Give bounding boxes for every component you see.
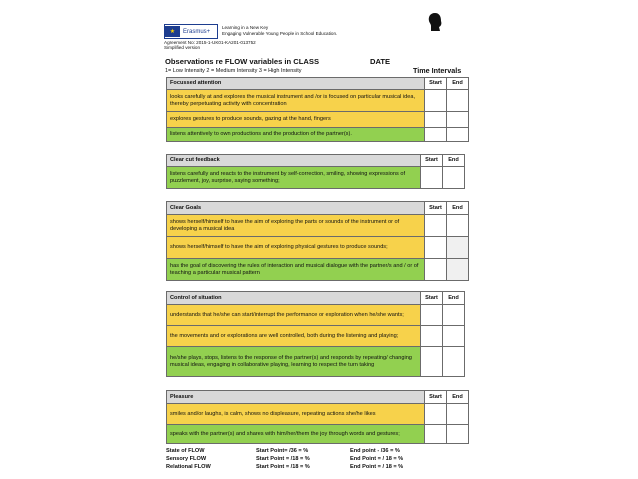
footer-start-sensory-flow: Start Point = /18 = % xyxy=(256,456,310,462)
end-cell[interactable] xyxy=(447,425,469,444)
start-cell[interactable] xyxy=(425,90,447,112)
col-end: End xyxy=(447,78,469,90)
observation-row: listens attentively to own productions and the production of the partner(s). xyxy=(167,128,425,142)
logo-text: Erasmus+ xyxy=(183,28,211,35)
agreement-number: Agreement No: 2015-1-UK01-KA201-013752 xyxy=(164,40,256,45)
end-cell[interactable] xyxy=(447,404,469,425)
end-cell[interactable] xyxy=(443,167,465,189)
observation-row: the movements and or explorations are well controlled, both during the listening and playing; xyxy=(167,326,421,347)
start-cell[interactable] xyxy=(425,237,447,259)
end-cell[interactable] xyxy=(447,237,469,259)
date-label: DATE xyxy=(370,57,391,66)
col-end: End xyxy=(447,202,469,215)
end-cell[interactable] xyxy=(447,128,469,142)
start-cell[interactable] xyxy=(425,215,447,237)
start-cell[interactable] xyxy=(425,259,447,281)
start-cell[interactable] xyxy=(425,112,447,128)
observation-row: explores gestures to produce sounds, gazing at the hand, fingers xyxy=(167,112,425,128)
observation-row: has the goal of discovering the rules of interaction and musical dialogue with the partner/s and / or of teaching a particular musical pattern xyxy=(167,259,425,281)
intensity-scale: 1= Low Intensity 2 = Medium Intensity 3 = High Intensity xyxy=(165,68,302,74)
start-cell[interactable] xyxy=(425,425,447,444)
observation-row: speaks with the partner(s) and shares with him/her/them the joy through words and gestures; xyxy=(167,425,425,444)
end-cell[interactable] xyxy=(447,112,469,128)
time-intervals-label: Time Intervals xyxy=(413,66,462,75)
footer-end-relational-flow: End Point = / 18 = % xyxy=(350,464,404,470)
observation-row: understands that he/she can start/interrupt the performance or exploration when he/she wants; xyxy=(167,305,421,326)
section-focussed-attention xyxy=(166,77,469,142)
section-heading: Clear cut feedback xyxy=(167,155,421,167)
col-start: Start xyxy=(425,78,447,90)
end-cell[interactable] xyxy=(447,215,469,237)
footer-start-relational-flow: Start Point = /18 = % xyxy=(256,464,310,470)
start-cell[interactable] xyxy=(421,326,443,347)
footer-end-sensory-flow: End Point = / 18 = % xyxy=(350,456,404,462)
footer-label-state-of-flow: State of FLOW xyxy=(166,448,205,454)
start-cell[interactable] xyxy=(421,167,443,189)
footer-start-state-of-flow: Start Point= /36 = % xyxy=(256,448,309,454)
section-heading: Control of situation xyxy=(167,292,421,305)
start-cell[interactable] xyxy=(421,347,443,377)
section-pleasure xyxy=(166,390,469,444)
end-cell[interactable] xyxy=(447,90,469,112)
page-title: Observations re FLOW variables in CLASS xyxy=(165,57,320,66)
observation-row: looks carefully at and explores the musical instrument and /or is focused on particular musical idea, thereby perpetuating activity with concentration xyxy=(167,90,425,112)
footer-label-relational-flow: Relational FLOW xyxy=(166,464,211,470)
observation-row: shows herself/himself to have the aim of exploring the parts or sounds of the instrument or of developing a musical idea xyxy=(167,215,425,237)
section-heading: Clear Goals xyxy=(167,202,425,215)
col-end: End xyxy=(443,155,465,167)
observation-row: listens carefully and reacts to the instrument by self-correction, smiling, showing expressions of puzzlement, joy, surprise, saying something; xyxy=(167,167,421,189)
col-start: Start xyxy=(421,155,443,167)
col-end: End xyxy=(447,391,469,404)
end-cell[interactable] xyxy=(443,347,465,377)
col-start: Start xyxy=(421,292,443,305)
end-cell[interactable] xyxy=(443,305,465,326)
start-cell[interactable] xyxy=(425,128,447,142)
erasmus-logo xyxy=(164,24,218,39)
end-cell[interactable] xyxy=(443,326,465,347)
eu-flag-icon: ★ xyxy=(165,26,180,37)
observation-row: shows herself/himself to have the aim of exploring physical gestures to produce sounds; xyxy=(167,237,425,259)
section-control-of-situation xyxy=(166,291,465,377)
footer-end-state-of-flow: End point - /36 = % xyxy=(350,448,400,454)
end-cell[interactable] xyxy=(447,259,469,281)
section-clear-cut-feedback xyxy=(166,154,465,189)
project-line-2: Engaging Vulnerable Young People in School Education. xyxy=(222,31,338,36)
start-cell[interactable] xyxy=(425,404,447,425)
start-cell[interactable] xyxy=(421,305,443,326)
head-silhouette-icon xyxy=(426,12,444,32)
section-clear-goals xyxy=(166,201,469,281)
col-end: End xyxy=(443,292,465,305)
col-start: Start xyxy=(425,202,447,215)
observation-row: he/she plays, stops, listens to the response of the partner(s) and responds by repeating/ changing musical ideas, engaging in collaborative playing, learning to respect the turn taking xyxy=(167,347,421,377)
col-start: Start xyxy=(425,391,447,404)
project-line-1: Learning in a New Key xyxy=(222,25,269,30)
observation-row: smiles and/or laughs, is calm, shows no displeasure, repeating actions she/he likes xyxy=(167,404,425,425)
section-heading: Focussed attention xyxy=(167,78,425,90)
footer-label-sensory-flow: Sensory FLOW xyxy=(166,456,207,462)
version-label: Simplified version xyxy=(164,45,200,50)
section-heading: Pleasure xyxy=(167,391,425,404)
